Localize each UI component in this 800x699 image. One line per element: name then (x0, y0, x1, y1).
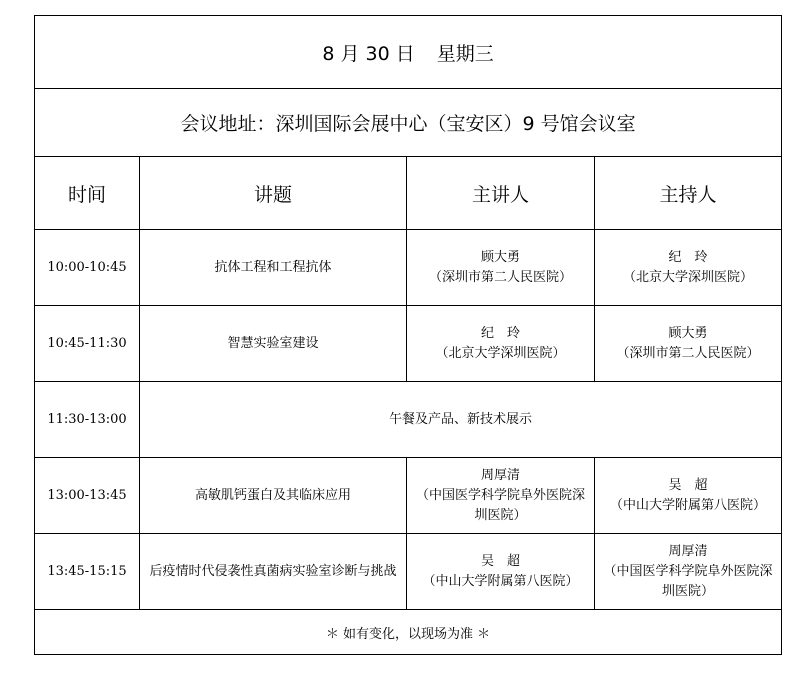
session-speaker (407, 230, 595, 306)
date-cell (35, 16, 782, 89)
footer-row (35, 610, 782, 655)
host-name: 顾大勇 (668, 325, 708, 341)
session-time: 13:45-15:15 (35, 534, 140, 610)
table-row (35, 230, 782, 306)
table-row (35, 458, 782, 534)
date-row (35, 16, 782, 89)
host-org: （中国医学科学院阜外医院深圳医院） (603, 563, 773, 599)
venue-row (35, 89, 782, 157)
session-topic: 抗体工程和工程抗体 (140, 230, 407, 306)
session-time: 11:30-13:00 (35, 382, 140, 458)
host-org: （深圳市第二人民医院） (616, 345, 760, 361)
session-topic: 智慧实验室建设 (140, 306, 407, 382)
weekday-text: 星期三 (436, 42, 494, 65)
session-topic: 后疫情时代侵袭性真菌病实验室诊断与挑战 (140, 534, 407, 610)
speaker-org: （中山大学附属第八医院） (422, 573, 579, 589)
speaker-org: （中国医学科学院阜外医院深圳医院） (415, 487, 585, 523)
break-text: 午餐及产品、新技术展示 (140, 382, 782, 458)
column-header-topic: 讲题 (140, 157, 407, 230)
column-header-row (35, 157, 782, 230)
session-host (595, 534, 782, 610)
table-row-break (35, 382, 782, 458)
speaker-org: （深圳市第二人民医院） (428, 269, 572, 285)
session-speaker (407, 534, 595, 610)
venue-cell: 会议地址：深圳国际会展中心（宝安区）9 号馆会议室 (35, 89, 782, 157)
host-name: 纪 玲 (668, 249, 708, 265)
speaker-name: 纪 玲 (480, 325, 520, 341)
column-header-time: 时间 (35, 157, 140, 230)
session-host (595, 306, 782, 382)
table-row (35, 306, 782, 382)
footer-note: ＊ 如有变化，以现场为准 ＊ (35, 610, 782, 655)
session-host (595, 458, 782, 534)
session-topic: 高敏肌钙蛋白及其临床应用 (140, 458, 407, 534)
host-name: 吴 超 (668, 477, 708, 493)
session-time: 10:00-10:45 (35, 230, 140, 306)
date-text: 8 月 30 日 (322, 42, 415, 65)
session-speaker (407, 458, 595, 534)
schedule-table (34, 15, 782, 655)
session-time: 13:00-13:45 (35, 458, 140, 534)
host-org: （北京大学深圳医院） (623, 269, 754, 285)
session-time: 10:45-11:30 (35, 306, 140, 382)
speaker-org: （北京大学深圳医院） (435, 345, 566, 361)
speaker-name: 吴 超 (480, 553, 520, 569)
column-header-host: 主持人 (595, 157, 782, 230)
table-row (35, 534, 782, 610)
host-org: （中山大学附属第八医院） (610, 497, 767, 513)
speaker-name: 周厚清 (480, 467, 520, 483)
session-host (595, 230, 782, 306)
session-speaker (407, 306, 595, 382)
speaker-name: 顾大勇 (480, 249, 520, 265)
column-header-speaker: 主讲人 (407, 157, 595, 230)
host-name: 周厚清 (668, 543, 708, 559)
